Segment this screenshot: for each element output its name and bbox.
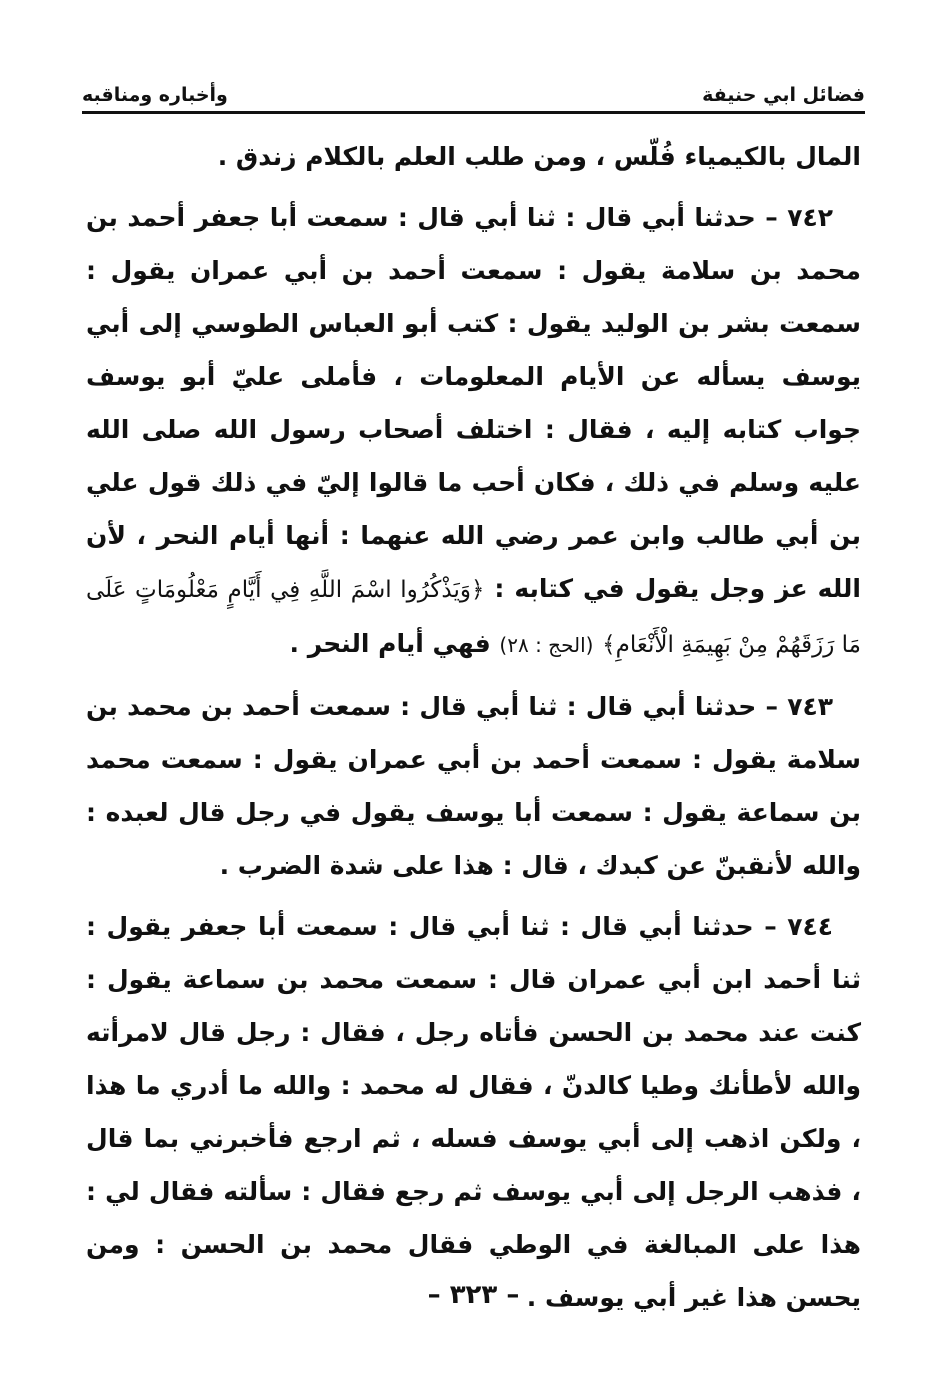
paragraph-744-text: ٧٤٤ – حدثنا أبي قال : ثنا أبي قال : سمعت أبا جعفر يقول : ثنا أحمد ابن أبي عمران قال : سمعت محمد بن سماعة يقول : كنت عند محمد بن الحسن فأتاه رجل ، فقال : رجل قال لامرأته والله لأطأنك وطيا كالدنّ ، فقال له محمد : والله ما أدري ما هذا ، ولكن اذهب إلى أبي يوسف فسله ، ثم ارجع فأخبرني بما قال ، فذهب الرجل إلى أبي يوسف ثم رجع فقال : سألته فقال لي : هذا على المبالغة في الوطي فقال محمد بن الحسن : ومن يحسن هذا غير أبي يوسف .: [86, 912, 861, 1312]
paragraph-continuation: المال بالكيمياء فُلّس ، ومن طلب العلم بالكلام زندق .: [217, 142, 861, 171]
verse-reference: (الحج : ٢٨): [499, 633, 594, 657]
paragraph-743-text: ٧٤٣ – حدثنا أبي قال : ثنا أبي قال : سمعت أحمد بن محمد بن سلامة يقول : سمعت أحمد بن أبي عمران يقول : سمعت محمد بن سماعة يقول : سمعت أبا يوسف يقول في رجل قال لعبده : والله لأنقبنّ عن كبدك ، قال : هذا على شدة الضرب .: [86, 692, 861, 880]
paragraph-742-end: فهي أيام النحر .: [289, 629, 491, 658]
header-rule: [82, 111, 865, 114]
header-section-title: وأخباره ومناقبه: [82, 84, 228, 106]
header-book-title: فضائل ابي حنيفة: [702, 84, 865, 106]
paragraph-742: [86, 191, 861, 672]
page-number: – ٣٢٣ –: [427, 1280, 520, 1310]
running-header: [82, 72, 865, 106]
paragraph-744: [86, 900, 861, 1324]
paragraph-742-text: ٧٤٢ – حدثنا أبي قال : ثنا أبي قال : سمعت أبا جعفر أحمد بن محمد بن سلامة يقول : سمعت أحمد بن أبي عمران يقول : سمعت بشر بن الوليد يقول : كتب أبو العباس الطوسي إلى أبي يوسف يسأله عن الأيام المعلومات ، فأملى عليّ أبو يوسف جواب كتابه إليه ، فقال : اختلف أصحاب رسول الله صلى الله عليه وسلم في ذلك ، فكان أحب ما قالوا إليّ في ذلك قول علي بن أبي طالب وابن عمر رضي الله عنهما : أنها أيام النحر ، لأن الله عز وجل يقول في كتابه :: [86, 203, 861, 603]
page-body: [86, 130, 861, 1324]
paragraph-743: [86, 680, 861, 892]
quran-verse: ﴿وَيَذْكُرُوا اسْمَ اللَّهِ فِي أَيَّامٍ مَعْلُومَاتٍ عَلَى مَا رَزَقَهُمْ مِنْ بَهِيمَةِ الْأَنْعَامِ﴾: [86, 577, 861, 658]
